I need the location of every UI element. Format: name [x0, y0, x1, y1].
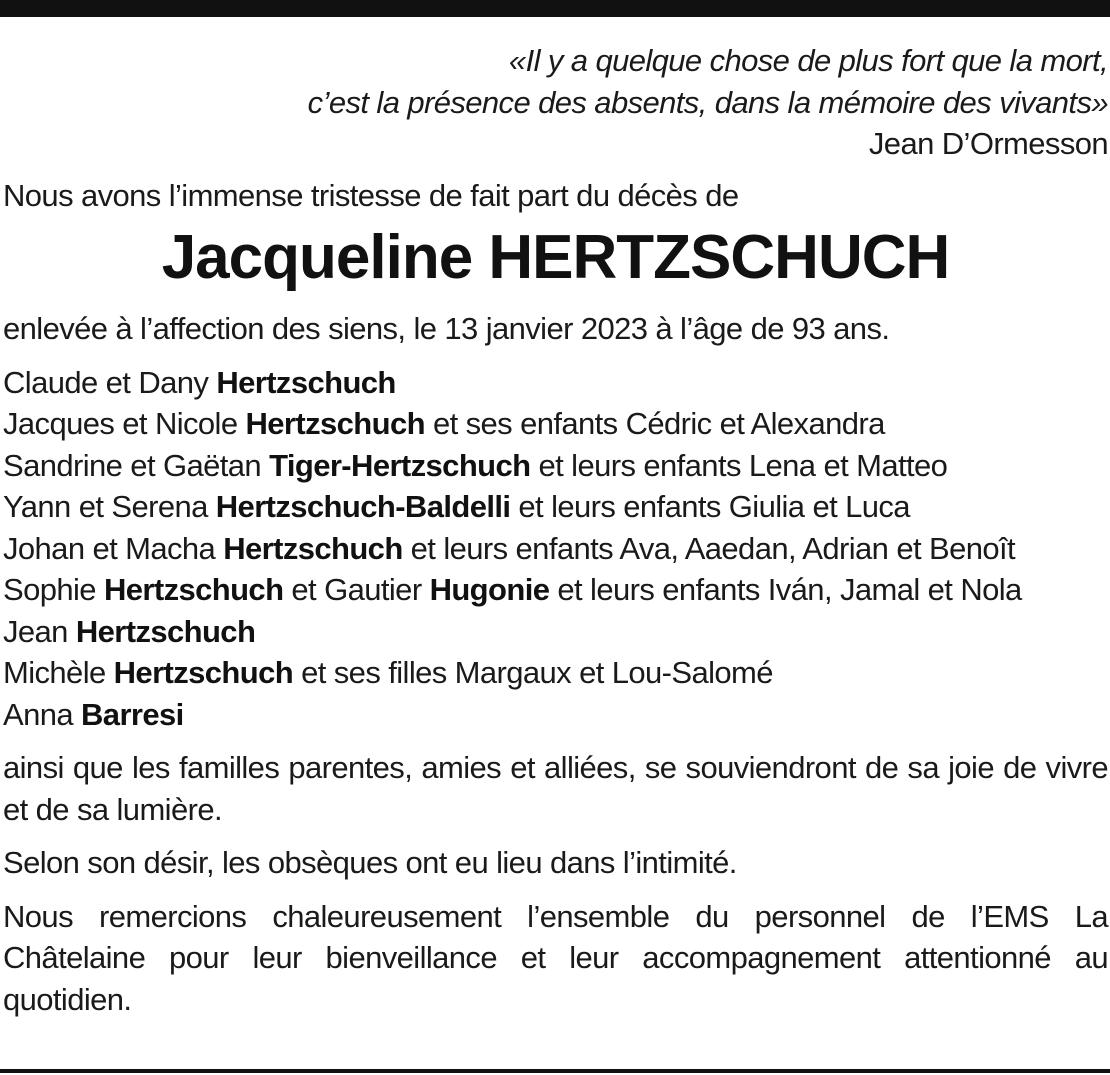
intro-text: Nous avons l’immense tristesse de fait part du décès de	[3, 177, 739, 213]
family-given-names: Jean	[3, 613, 76, 649]
relatives-paragraph: ainsi que les familles parentes, amies et alliées, se souviendront de sa joie de vivre et de sa lumière.	[3, 750, 1108, 827]
family-given-names: Yann et Serena	[3, 489, 216, 524]
family-surname: Hertzschuch	[245, 406, 425, 441]
family-line	[3, 652, 1108, 694]
family-given-names: Claude et Dany	[3, 364, 217, 400]
family-list	[3, 362, 1108, 736]
family-given-names: Johan et Macha	[3, 530, 224, 566]
family-given-names: Sandrine et Gaëtan	[3, 447, 270, 483]
funeral-paragraph: Selon son désir, les obsèques ont eu lieu dans l’intimité.	[3, 845, 737, 880]
family-line	[3, 694, 1108, 736]
family-children: et leurs enfants Lena et Matteo	[530, 447, 948, 483]
family-surname: Barresi	[81, 696, 184, 732]
family-surname: Hugonie	[429, 572, 550, 607]
family-connector: et Gautier	[283, 572, 430, 607]
thanks-paragraph: Nous remercions chaleureusement l’ensemble du personnel de l’EMS La Châtelaine pour leur bienveillance et leur accompagnement attentionné au quotidien.	[3, 898, 1108, 1017]
obituary-notice	[3, 40, 1108, 1020]
family-surname: Tiger-Hertzschuch	[269, 447, 531, 483]
family-children: et leurs enfants Ava, Aaedan, Adrian et Benoît	[402, 530, 1016, 566]
quote-author: Jean D’Ormesson	[868, 126, 1108, 161]
family-surname: Hertzschuch	[216, 364, 396, 400]
family-given-names: Anna	[3, 696, 82, 732]
family-children: et leurs enfants Giulia et Luca	[510, 489, 910, 524]
family-line	[3, 611, 1108, 653]
family-given-names: Sophie	[3, 572, 104, 607]
deceased-name: Jacqueline HERTZSCHUCH	[161, 223, 950, 292]
family-line	[3, 486, 1108, 528]
family-children: et ses enfants Cédric et Alexandra	[424, 406, 885, 441]
family-children: et leurs enfants Iván, Jamal et Nola	[549, 572, 1022, 607]
family-given-names: Michèle	[3, 655, 114, 690]
family-surname: Hertzschuch	[223, 530, 403, 566]
family-surname: Hertzschuch	[103, 572, 284, 607]
family-line	[3, 569, 1108, 611]
family-surname: Hertzschuch	[75, 613, 256, 649]
family-line	[3, 362, 1108, 404]
quote-line-2: c’est la présence des absents, dans la mémoire des vivants»	[307, 84, 1108, 120]
bottom-rule	[0, 1069, 1110, 1073]
family-given-names: Jacques et Nicole	[3, 406, 246, 441]
family-line	[3, 528, 1108, 570]
family-children: et ses filles Margaux et Lou-Salomé	[293, 655, 773, 690]
quote-line-1: «Il y a quelque chose de plus fort que la mort,	[508, 43, 1108, 78]
family-surname: Hertzschuch-Baldelli	[215, 489, 511, 524]
epigraph-quote	[3, 40, 1108, 165]
family-line	[3, 403, 1108, 445]
family-surname: Hertzschuch	[113, 655, 294, 690]
family-line	[3, 445, 1108, 487]
top-rule	[0, 0, 1110, 17]
announcement-text: enlevée à l’affection des siens, le 13 janvier 2023 à l’âge de 93 ans.	[3, 311, 890, 346]
